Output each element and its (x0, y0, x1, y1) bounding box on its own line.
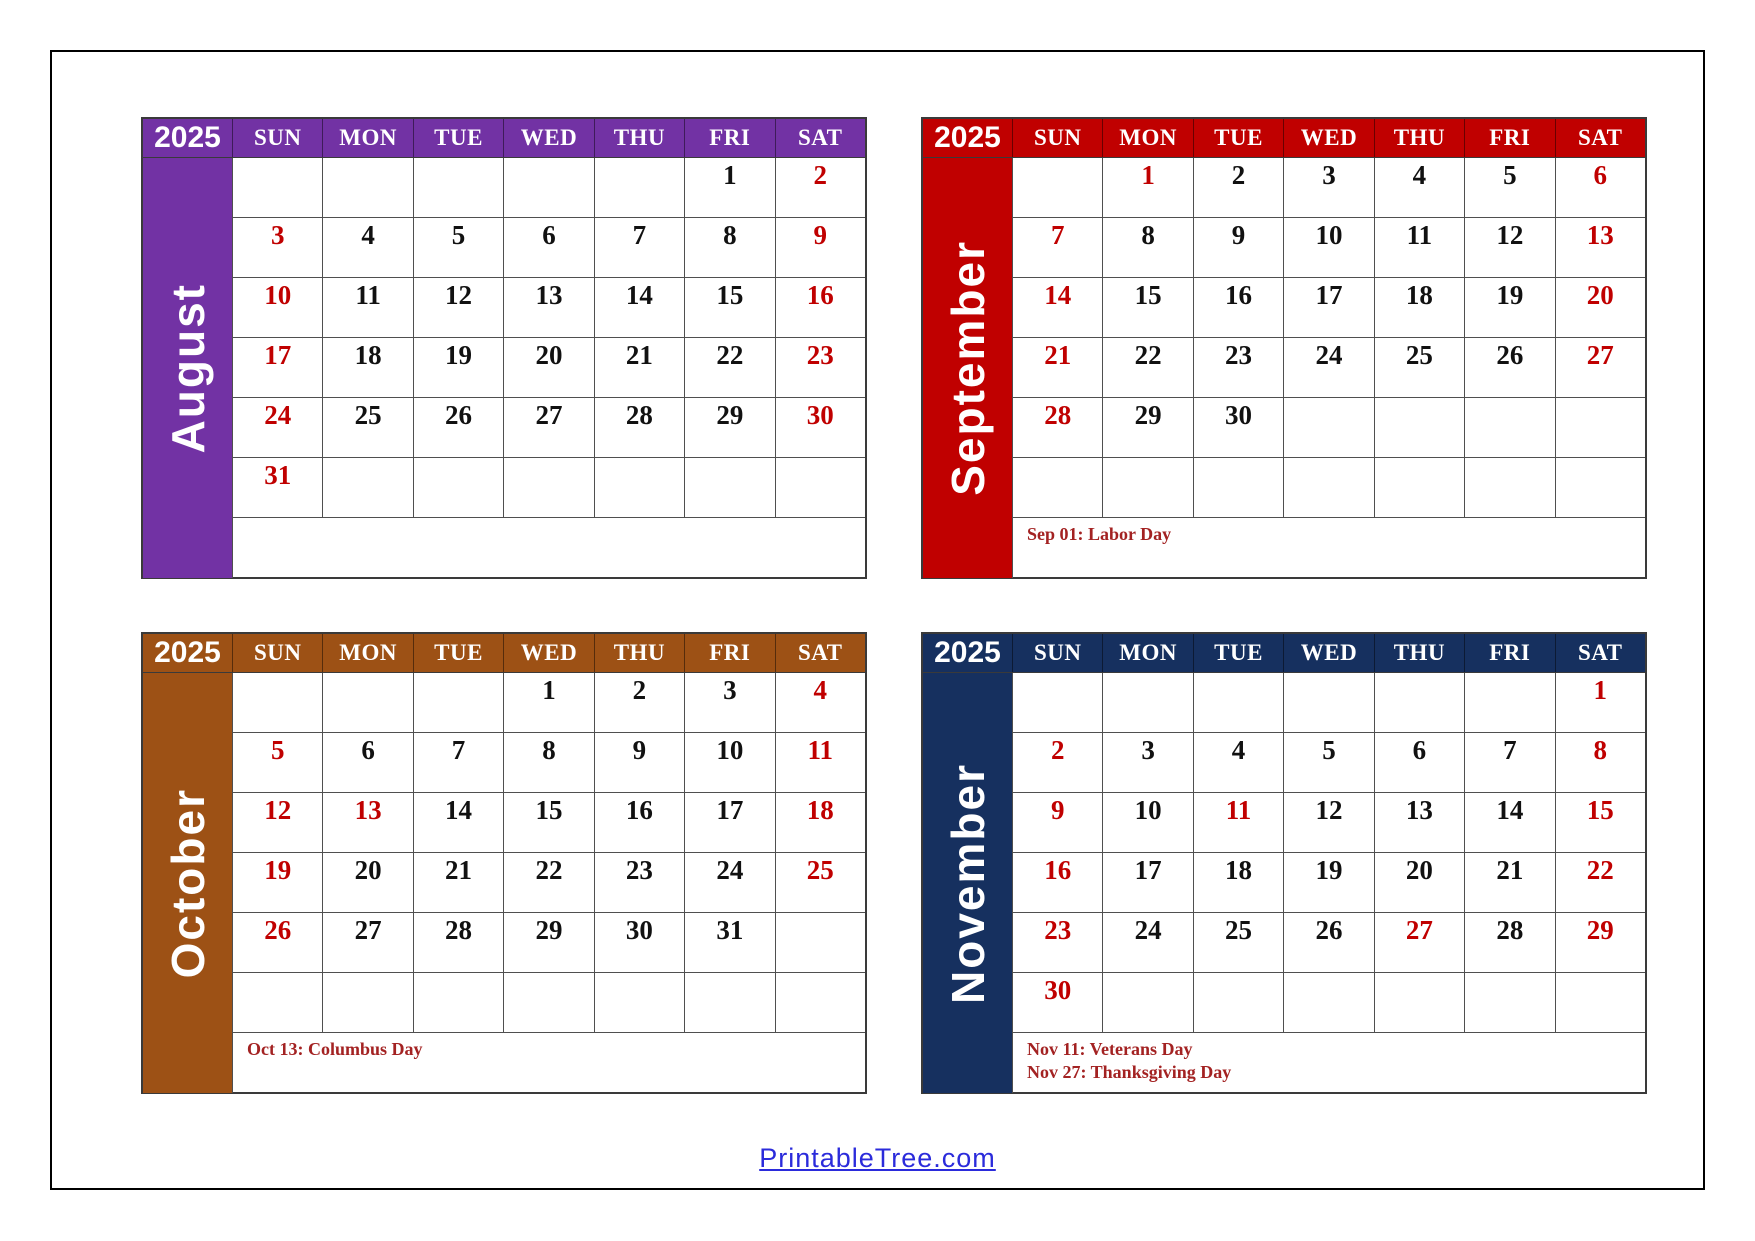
day-header-sun: SUN (233, 119, 323, 157)
week-row (1013, 913, 1645, 973)
holiday-notes-september (1013, 518, 1645, 578)
day-cell-empty (1284, 973, 1374, 1033)
day-cell-september-3: 3 (1284, 158, 1374, 218)
day-cell-empty (1375, 673, 1465, 733)
week-row (233, 158, 865, 218)
day-cell-november-3: 3 (1103, 733, 1193, 793)
week-row (233, 733, 865, 793)
day-cell-empty (233, 973, 323, 1033)
day-header-sun: SUN (233, 634, 323, 672)
holiday-notes-october (233, 1033, 865, 1093)
dates-grid (233, 158, 865, 578)
day-cell-november-20: 20 (1375, 853, 1465, 913)
day-cell-august-22: 22 (685, 338, 775, 398)
day-cell-september-9: 9 (1194, 218, 1284, 278)
day-cell-september-29: 29 (1103, 398, 1193, 458)
week-row (233, 458, 865, 518)
day-cell-empty (323, 158, 413, 218)
day-cell-october-8: 8 (504, 733, 594, 793)
day-cell-august-23: 23 (776, 338, 865, 398)
day-cell-empty (776, 913, 865, 973)
week-row (233, 338, 865, 398)
day-header-sat: SAT (1556, 634, 1645, 672)
day-cell-november-6: 6 (1375, 733, 1465, 793)
day-cell-august-5: 5 (414, 218, 504, 278)
day-cell-october-17: 17 (685, 793, 775, 853)
day-cell-empty (1013, 158, 1103, 218)
day-cell-empty (1465, 458, 1555, 518)
day-cell-empty (323, 458, 413, 518)
day-cell-october-21: 21 (414, 853, 504, 913)
day-cell-august-15: 15 (685, 278, 775, 338)
holiday-note: Oct 13: Columbus Day (247, 1039, 423, 1059)
day-cell-empty (323, 673, 413, 733)
day-header-wed: WED (504, 634, 594, 672)
week-row (1013, 673, 1645, 733)
month-label: August (161, 282, 214, 454)
day-cell-empty (1375, 973, 1465, 1033)
day-cell-empty (1465, 673, 1555, 733)
week-row (233, 913, 865, 973)
day-cell-september-22: 22 (1103, 338, 1193, 398)
day-cell-august-29: 29 (685, 398, 775, 458)
day-cell-october-22: 22 (504, 853, 594, 913)
day-cell-august-11: 11 (323, 278, 413, 338)
day-header-sun: SUN (1013, 119, 1103, 157)
day-cell-september-20: 20 (1556, 278, 1645, 338)
day-cell-august-6: 6 (504, 218, 594, 278)
day-cell-empty (1103, 673, 1193, 733)
day-cell-november-7: 7 (1465, 733, 1555, 793)
week-row (1013, 793, 1645, 853)
day-cell-august-14: 14 (595, 278, 685, 338)
day-cell-october-24: 24 (685, 853, 775, 913)
week-row (1013, 338, 1645, 398)
day-cell-september-21: 21 (1013, 338, 1103, 398)
day-cell-november-1: 1 (1556, 673, 1645, 733)
day-cell-september-2: 2 (1194, 158, 1284, 218)
day-cell-november-30: 30 (1013, 973, 1103, 1033)
day-cell-october-20: 20 (323, 853, 413, 913)
month-label: September (941, 240, 994, 496)
day-header-tue: TUE (1194, 634, 1284, 672)
week-row (1013, 853, 1645, 913)
day-cell-empty (323, 973, 413, 1033)
day-cell-august-19: 19 (414, 338, 504, 398)
day-cell-october-23: 23 (595, 853, 685, 913)
day-cell-november-13: 13 (1375, 793, 1465, 853)
calendar-body (923, 673, 1645, 1093)
day-header-mon: MON (1103, 119, 1193, 157)
day-cell-october-7: 7 (414, 733, 504, 793)
dates-grid (1013, 158, 1645, 578)
day-cell-october-27: 27 (323, 913, 413, 973)
day-header-wed: WED (1284, 119, 1374, 157)
holiday-note: Nov 11: Veterans Day (1027, 1039, 1193, 1059)
day-cell-november-8: 8 (1556, 733, 1645, 793)
week-row (233, 673, 865, 733)
day-cell-empty (685, 458, 775, 518)
day-cell-empty (1194, 973, 1284, 1033)
day-cell-october-19: 19 (233, 853, 323, 913)
year-label: 2025 (143, 634, 233, 672)
week-row (1013, 278, 1645, 338)
day-header-fri: FRI (1465, 634, 1555, 672)
day-cell-september-8: 8 (1103, 218, 1193, 278)
day-cell-empty (1284, 398, 1374, 458)
year-label: 2025 (923, 119, 1013, 157)
day-cell-september-7: 7 (1013, 218, 1103, 278)
day-cell-september-12: 12 (1465, 218, 1555, 278)
day-header-sat: SAT (776, 119, 865, 157)
day-cell-august-26: 26 (414, 398, 504, 458)
day-header-tue: TUE (414, 119, 504, 157)
day-cell-october-6: 6 (323, 733, 413, 793)
week-row (233, 853, 865, 913)
year-label: 2025 (143, 119, 233, 157)
day-cell-october-16: 16 (595, 793, 685, 853)
calendar-november (921, 632, 1647, 1094)
calendar-body (143, 673, 865, 1093)
calendar-october (141, 632, 867, 1094)
day-cell-august-13: 13 (504, 278, 594, 338)
day-header-sat: SAT (776, 634, 865, 672)
day-cell-october-28: 28 (414, 913, 504, 973)
day-cell-august-16: 16 (776, 278, 865, 338)
day-cell-november-10: 10 (1103, 793, 1193, 853)
week-row (1013, 973, 1645, 1033)
day-cell-november-2: 2 (1013, 733, 1103, 793)
day-cell-november-27: 27 (1375, 913, 1465, 973)
day-cell-november-22: 22 (1556, 853, 1645, 913)
day-cell-september-1: 1 (1103, 158, 1193, 218)
day-cell-october-26: 26 (233, 913, 323, 973)
footer (0, 1143, 1755, 1174)
day-header-mon: MON (323, 634, 413, 672)
week-row (1013, 458, 1645, 518)
day-cell-october-9: 9 (595, 733, 685, 793)
day-cell-empty (1284, 673, 1374, 733)
day-cell-november-17: 17 (1103, 853, 1193, 913)
day-header-fri: FRI (1465, 119, 1555, 157)
day-cell-august-9: 9 (776, 218, 865, 278)
month-sidebar (923, 673, 1013, 1093)
day-cell-september-24: 24 (1284, 338, 1374, 398)
holiday-note: Nov 27: Thanksgiving Day (1027, 1062, 1232, 1083)
day-header-fri: FRI (685, 634, 775, 672)
calendar-header-row (143, 634, 865, 673)
day-cell-september-4: 4 (1375, 158, 1465, 218)
day-cell-august-3: 3 (233, 218, 323, 278)
day-cell-october-13: 13 (323, 793, 413, 853)
week-row (233, 278, 865, 338)
day-cell-august-7: 7 (595, 218, 685, 278)
day-cell-september-27: 27 (1556, 338, 1645, 398)
day-cell-october-12: 12 (233, 793, 323, 853)
day-cell-august-25: 25 (323, 398, 413, 458)
day-cell-october-11: 11 (776, 733, 865, 793)
day-cell-september-26: 26 (1465, 338, 1555, 398)
day-cell-november-26: 26 (1284, 913, 1374, 973)
calendar-september (921, 117, 1647, 579)
day-cell-empty (685, 973, 775, 1033)
day-cell-empty (1103, 973, 1193, 1033)
day-header-thu: THU (595, 119, 685, 157)
month-sidebar (143, 673, 233, 1093)
day-cell-august-10: 10 (233, 278, 323, 338)
day-header-tue: TUE (414, 634, 504, 672)
day-cell-empty (1375, 398, 1465, 458)
dates-grid (233, 673, 865, 1093)
day-cell-september-10: 10 (1284, 218, 1374, 278)
footer-link[interactable]: PrintableTree.com (759, 1143, 996, 1173)
day-cell-august-27: 27 (504, 398, 594, 458)
week-row (1013, 158, 1645, 218)
day-cell-august-20: 20 (504, 338, 594, 398)
day-cell-august-31: 31 (233, 458, 323, 518)
year-label: 2025 (923, 634, 1013, 672)
day-cell-empty (1465, 398, 1555, 458)
day-header-thu: THU (1375, 119, 1465, 157)
day-cell-october-4: 4 (776, 673, 865, 733)
day-cell-november-14: 14 (1465, 793, 1555, 853)
day-header-tue: TUE (1194, 119, 1284, 157)
day-cell-november-16: 16 (1013, 853, 1103, 913)
day-cell-empty (504, 158, 594, 218)
day-cell-empty (595, 158, 685, 218)
day-cell-empty (414, 973, 504, 1033)
day-cell-november-21: 21 (1465, 853, 1555, 913)
day-cell-august-1: 1 (685, 158, 775, 218)
day-cell-empty (1194, 673, 1284, 733)
week-row (233, 973, 865, 1033)
day-cell-august-24: 24 (233, 398, 323, 458)
day-cell-empty (595, 973, 685, 1033)
day-cell-empty (414, 673, 504, 733)
day-cell-october-29: 29 (504, 913, 594, 973)
day-cell-empty (1194, 458, 1284, 518)
day-cell-november-12: 12 (1284, 793, 1374, 853)
day-cell-november-24: 24 (1103, 913, 1193, 973)
day-cell-empty (1103, 458, 1193, 518)
month-sidebar (923, 158, 1013, 578)
day-header-sat: SAT (1556, 119, 1645, 157)
day-cell-september-13: 13 (1556, 218, 1645, 278)
calendar-body (143, 158, 865, 578)
day-cell-empty (595, 458, 685, 518)
week-row (233, 793, 865, 853)
day-cell-august-12: 12 (414, 278, 504, 338)
day-cell-august-8: 8 (685, 218, 775, 278)
day-cell-empty (504, 973, 594, 1033)
day-cell-empty (1556, 398, 1645, 458)
day-cell-empty (1556, 973, 1645, 1033)
day-cell-september-23: 23 (1194, 338, 1284, 398)
calendar-august (141, 117, 867, 579)
month-label: November (941, 762, 994, 1004)
week-row (233, 398, 865, 458)
day-cell-september-11: 11 (1375, 218, 1465, 278)
dates-grid (1013, 673, 1645, 1093)
calendar-header-row (923, 634, 1645, 673)
day-cell-november-19: 19 (1284, 853, 1374, 913)
day-cell-august-30: 30 (776, 398, 865, 458)
week-row (1013, 218, 1645, 278)
day-cell-september-19: 19 (1465, 278, 1555, 338)
day-cell-empty (414, 158, 504, 218)
day-cell-october-15: 15 (504, 793, 594, 853)
day-header-mon: MON (1103, 634, 1193, 672)
day-cell-november-4: 4 (1194, 733, 1284, 793)
day-cell-september-14: 14 (1013, 278, 1103, 338)
day-cell-empty (1556, 458, 1645, 518)
day-cell-september-30: 30 (1194, 398, 1284, 458)
day-cell-august-18: 18 (323, 338, 413, 398)
holiday-note: Sep 01: Labor Day (1027, 524, 1172, 544)
day-cell-november-15: 15 (1556, 793, 1645, 853)
day-cell-september-15: 15 (1103, 278, 1193, 338)
day-cell-october-5: 5 (233, 733, 323, 793)
day-cell-august-21: 21 (595, 338, 685, 398)
day-cell-september-17: 17 (1284, 278, 1374, 338)
day-cell-september-16: 16 (1194, 278, 1284, 338)
day-cell-empty (776, 973, 865, 1033)
holiday-notes-november (1013, 1033, 1645, 1093)
day-cell-october-31: 31 (685, 913, 775, 973)
day-cell-september-6: 6 (1556, 158, 1645, 218)
day-cell-empty (1375, 458, 1465, 518)
day-cell-september-5: 5 (1465, 158, 1555, 218)
day-cell-october-14: 14 (414, 793, 504, 853)
day-cell-november-5: 5 (1284, 733, 1374, 793)
week-row (1013, 733, 1645, 793)
day-cell-august-4: 4 (323, 218, 413, 278)
day-cell-august-28: 28 (595, 398, 685, 458)
day-cell-empty (1465, 973, 1555, 1033)
month-label: October (161, 787, 214, 979)
day-header-mon: MON (323, 119, 413, 157)
week-row (233, 218, 865, 278)
day-cell-august-17: 17 (233, 338, 323, 398)
day-header-wed: WED (1284, 634, 1374, 672)
day-cell-empty (504, 458, 594, 518)
day-cell-august-2: 2 (776, 158, 865, 218)
week-row (1013, 398, 1645, 458)
day-header-wed: WED (504, 119, 594, 157)
day-cell-october-1: 1 (504, 673, 594, 733)
holiday-notes-august (233, 518, 865, 578)
day-cell-october-2: 2 (595, 673, 685, 733)
day-cell-empty (1013, 458, 1103, 518)
day-cell-empty (233, 673, 323, 733)
day-cell-november-28: 28 (1465, 913, 1555, 973)
day-cell-empty (776, 458, 865, 518)
day-cell-november-18: 18 (1194, 853, 1284, 913)
day-cell-empty (233, 158, 323, 218)
day-header-fri: FRI (685, 119, 775, 157)
calendar-body (923, 158, 1645, 578)
day-header-thu: THU (1375, 634, 1465, 672)
day-cell-october-3: 3 (685, 673, 775, 733)
day-cell-october-18: 18 (776, 793, 865, 853)
calendar-header-row (923, 119, 1645, 158)
day-cell-october-10: 10 (685, 733, 775, 793)
day-cell-november-25: 25 (1194, 913, 1284, 973)
day-cell-empty (1284, 458, 1374, 518)
calendar-header-row (143, 119, 865, 158)
day-cell-september-28: 28 (1013, 398, 1103, 458)
day-header-sun: SUN (1013, 634, 1103, 672)
day-header-thu: THU (595, 634, 685, 672)
day-cell-september-25: 25 (1375, 338, 1465, 398)
day-cell-september-18: 18 (1375, 278, 1465, 338)
day-cell-october-30: 30 (595, 913, 685, 973)
day-cell-november-9: 9 (1013, 793, 1103, 853)
day-cell-empty (414, 458, 504, 518)
day-cell-november-23: 23 (1013, 913, 1103, 973)
day-cell-empty (1013, 673, 1103, 733)
day-cell-november-29: 29 (1556, 913, 1645, 973)
day-cell-october-25: 25 (776, 853, 865, 913)
month-sidebar (143, 158, 233, 578)
day-cell-november-11: 11 (1194, 793, 1284, 853)
